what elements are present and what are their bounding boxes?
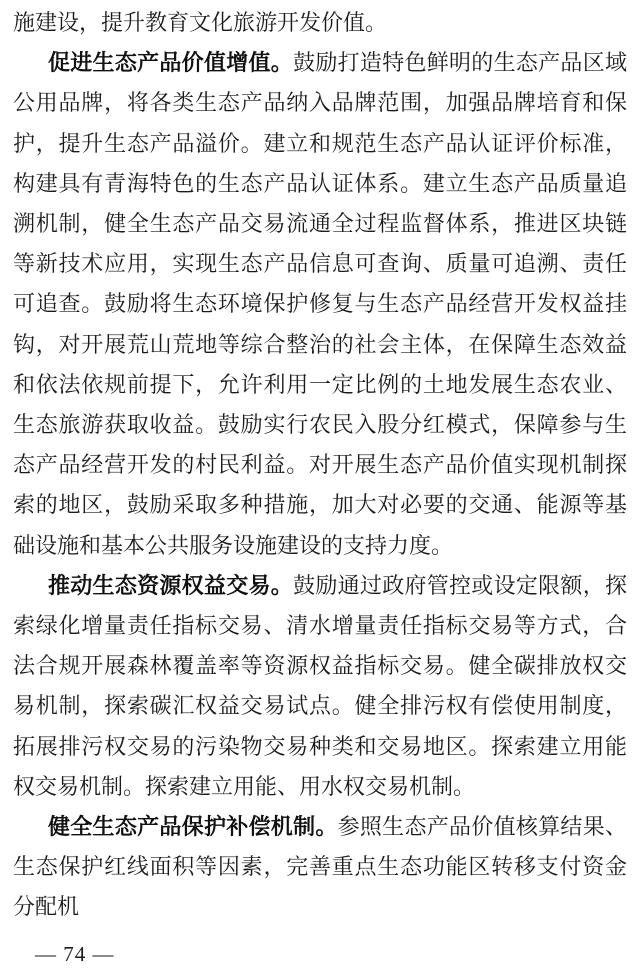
- paragraph-lead: 促进生态产品价值增值。: [48, 50, 294, 76]
- paragraph: [13, 3, 627, 43]
- paragraph-text: 鼓励通过政府管控或设定限额，探索绿化增量责任指标交易、清水增量责任指标交易等方式，合法合规开展森林覆盖率等资源权益指标交易。健全碳排放权交易机制，探索碳汇权益交易试点。健全排污权有偿使用制度，拓展排污权交易的污染物交易种类和交易地区。探索建立用能权交易机制。探索建立用能、用水权交易机制。: [13, 572, 627, 799]
- paragraph: [13, 566, 627, 807]
- paragraph-text: 鼓励打造特色鲜明的生态产品区域公用品牌，将各类生态产品纳入品牌范围，加强品牌培育和保护，提升生态产品溢价。建立和规范生态产品认证评价标准，构建具有青海特色的生态产品认证体系。建立生态产品质量追溯机制，健全生态产品交易流通全过程监督体系，推进区块链等新技术应用，实现生态产品信息可查询、质量可追溯、责任可追查。鼓励将生态环境保护修复与生态产品经营开发权益挂钩，对开展荒山荒地等综合整治的社会主体，在保障生态效益和依法依规前提下，允许利用一定比例的土地发展生态农业、生态旅游获取收益。鼓励实行农民入股分红模式，保障参与生态产品经营开发的村民利益。对开展生态产品价值实现机制探索的地区，鼓励采取多种措施，加大对必要的交通、能源等基础设施和基本公共服务设施建设的支持力度。: [13, 50, 627, 558]
- page-number: — 74 —: [35, 941, 115, 966]
- paragraph: [13, 43, 627, 566]
- paragraph: [13, 807, 627, 928]
- paragraph-text: 施建设，提升教育文化旅游开发价值。: [13, 10, 388, 35]
- paragraph-text: 参照生态产品价值核算结果、生态保护红线面积等因素，完善重点生态功能区转移支付资金分配机: [13, 814, 627, 920]
- paragraph-lead: 健全生态产品保护补偿机制。: [48, 814, 338, 840]
- paragraph-lead: 推动生态资源权益交易。: [48, 572, 294, 598]
